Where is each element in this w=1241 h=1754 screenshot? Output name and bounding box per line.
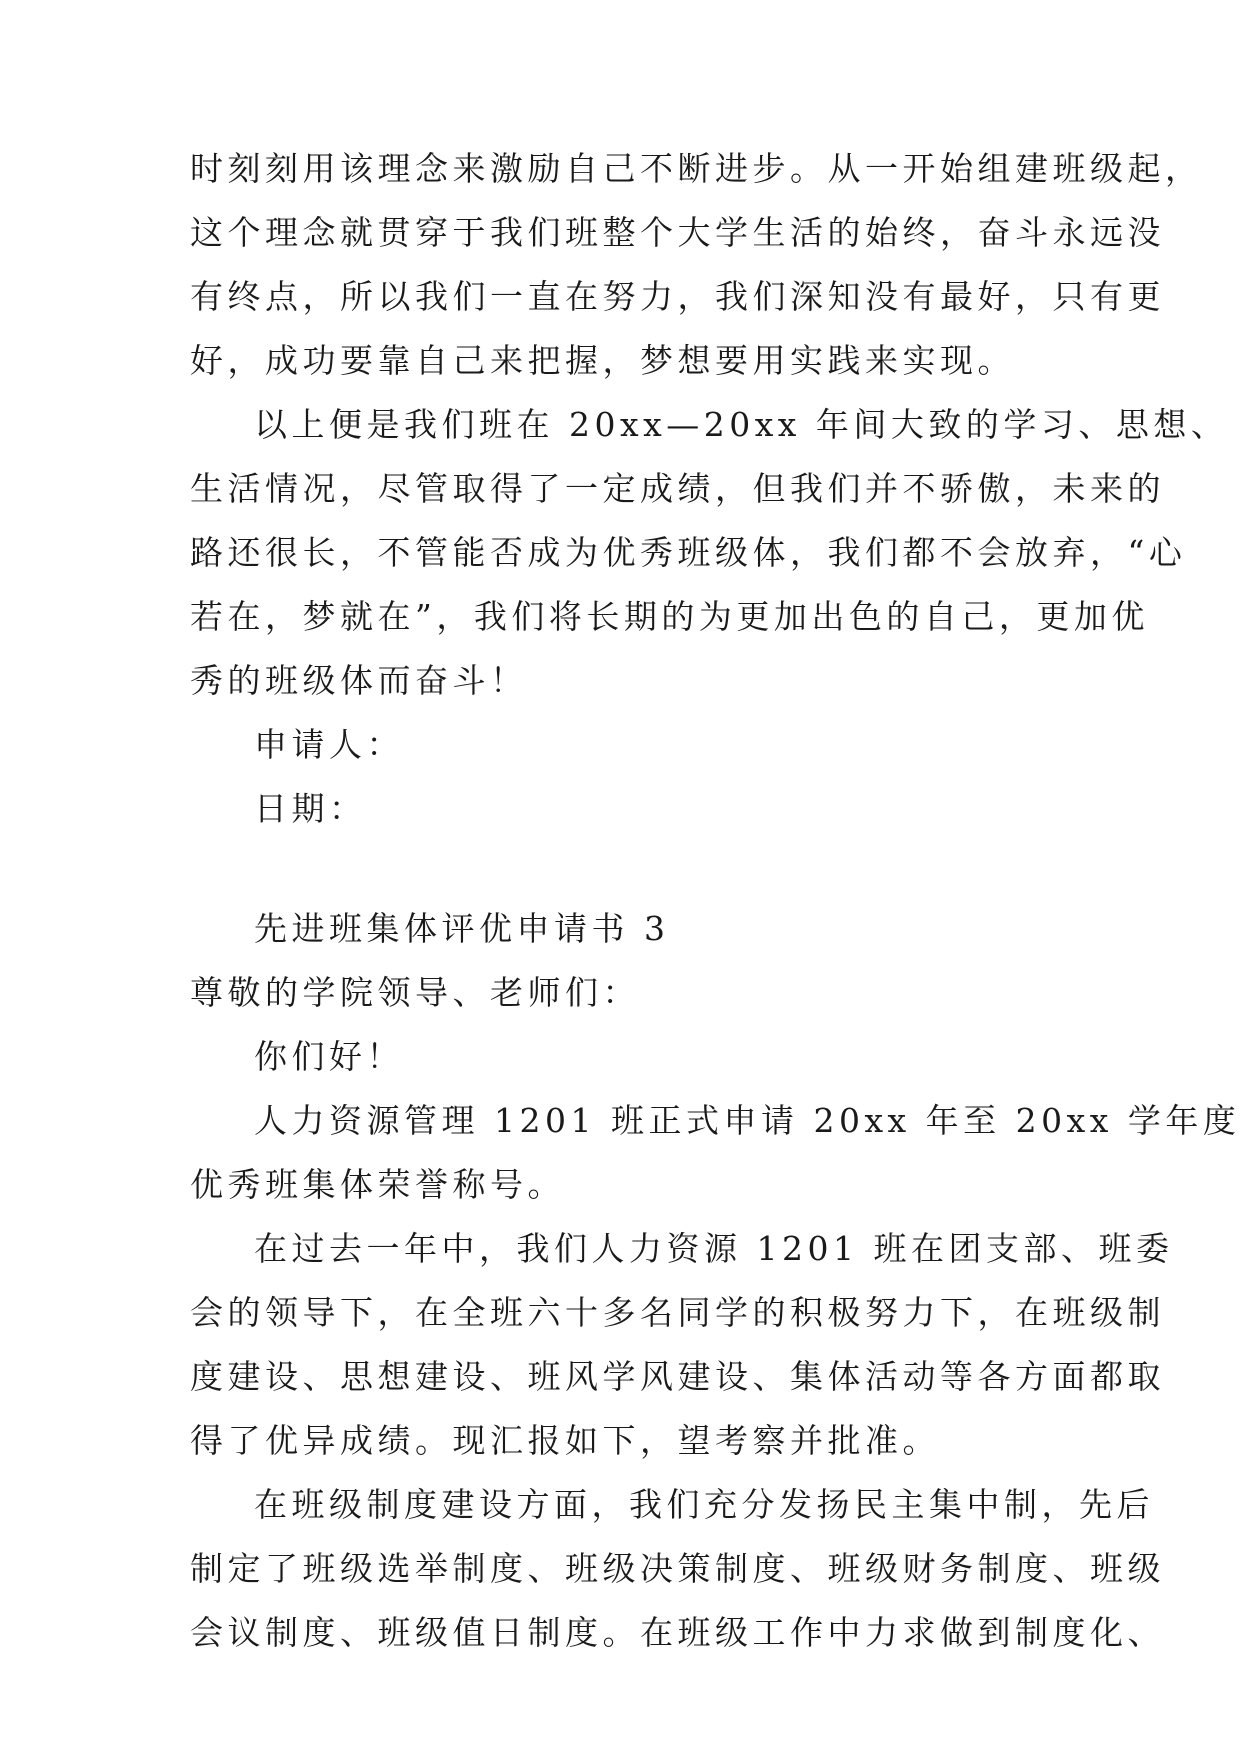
- text-line: 在过去一年中，我们人力资源 1201 班在团支部、班委: [254, 1229, 1174, 1268]
- applicant-label: 申请人：: [254, 725, 404, 764]
- text-line: 度建设、思想建设、班风学风建设、集体活动等各方面都取: [190, 1357, 1165, 1396]
- text-line: 会的领导下，在全班六十多名同学的积极努力下，在班级制: [190, 1293, 1165, 1332]
- greeting: 你们好！: [254, 1037, 404, 1076]
- text-line: 在班级制度建设方面，我们充分发扬民主集中制，先后: [254, 1485, 1154, 1524]
- text-line: 秀的班级体而奋斗！: [190, 661, 528, 700]
- text-line: 这个理念就贯穿于我们班整个大学生活的始终，奋斗永远没: [190, 213, 1165, 252]
- text-line: 好，成功要靠自己来把握，梦想要用实践来实现。: [190, 341, 1015, 380]
- text-line: 以上便是我们班在 20xx—20xx 年间大致的学习、思想、: [254, 405, 1229, 444]
- text-line: 时刻刻用该理念来激励自己不断进步。从一开始组建班级起，: [190, 149, 1203, 188]
- text-line: 有终点，所以我们一直在努力，我们深知没有最好，只有更: [190, 277, 1165, 316]
- section-heading: 先进班集体评优申请书 3: [254, 909, 670, 948]
- salutation: 尊敬的学院领导、老师们：: [190, 973, 640, 1012]
- text-line: 生活情况，尽管取得了一定成绩，但我们并不骄傲，未来的: [190, 469, 1165, 508]
- text-line: 路还很长，不管能否成为优秀班级体，我们都不会放弃，“心: [190, 533, 1187, 572]
- text-line: 会议制度、班级值日制度。在班级工作中力求做到制度化、: [190, 1613, 1165, 1652]
- date-label: 日期：: [254, 789, 367, 828]
- text-line: 制定了班级选举制度、班级决策制度、班级财务制度、班级: [190, 1549, 1165, 1588]
- text-line: 得了优异成绩。现汇报如下，望考察并批准。: [190, 1421, 940, 1460]
- text-line: 人力资源管理 1201 班正式申请 20xx 年至 20xx 学年度: [254, 1101, 1241, 1140]
- text-line: 优秀班集体荣誉称号。: [190, 1165, 565, 1204]
- text-line: 若在，梦就在”，我们将长期的为更加出色的自己，更加优: [190, 597, 1149, 636]
